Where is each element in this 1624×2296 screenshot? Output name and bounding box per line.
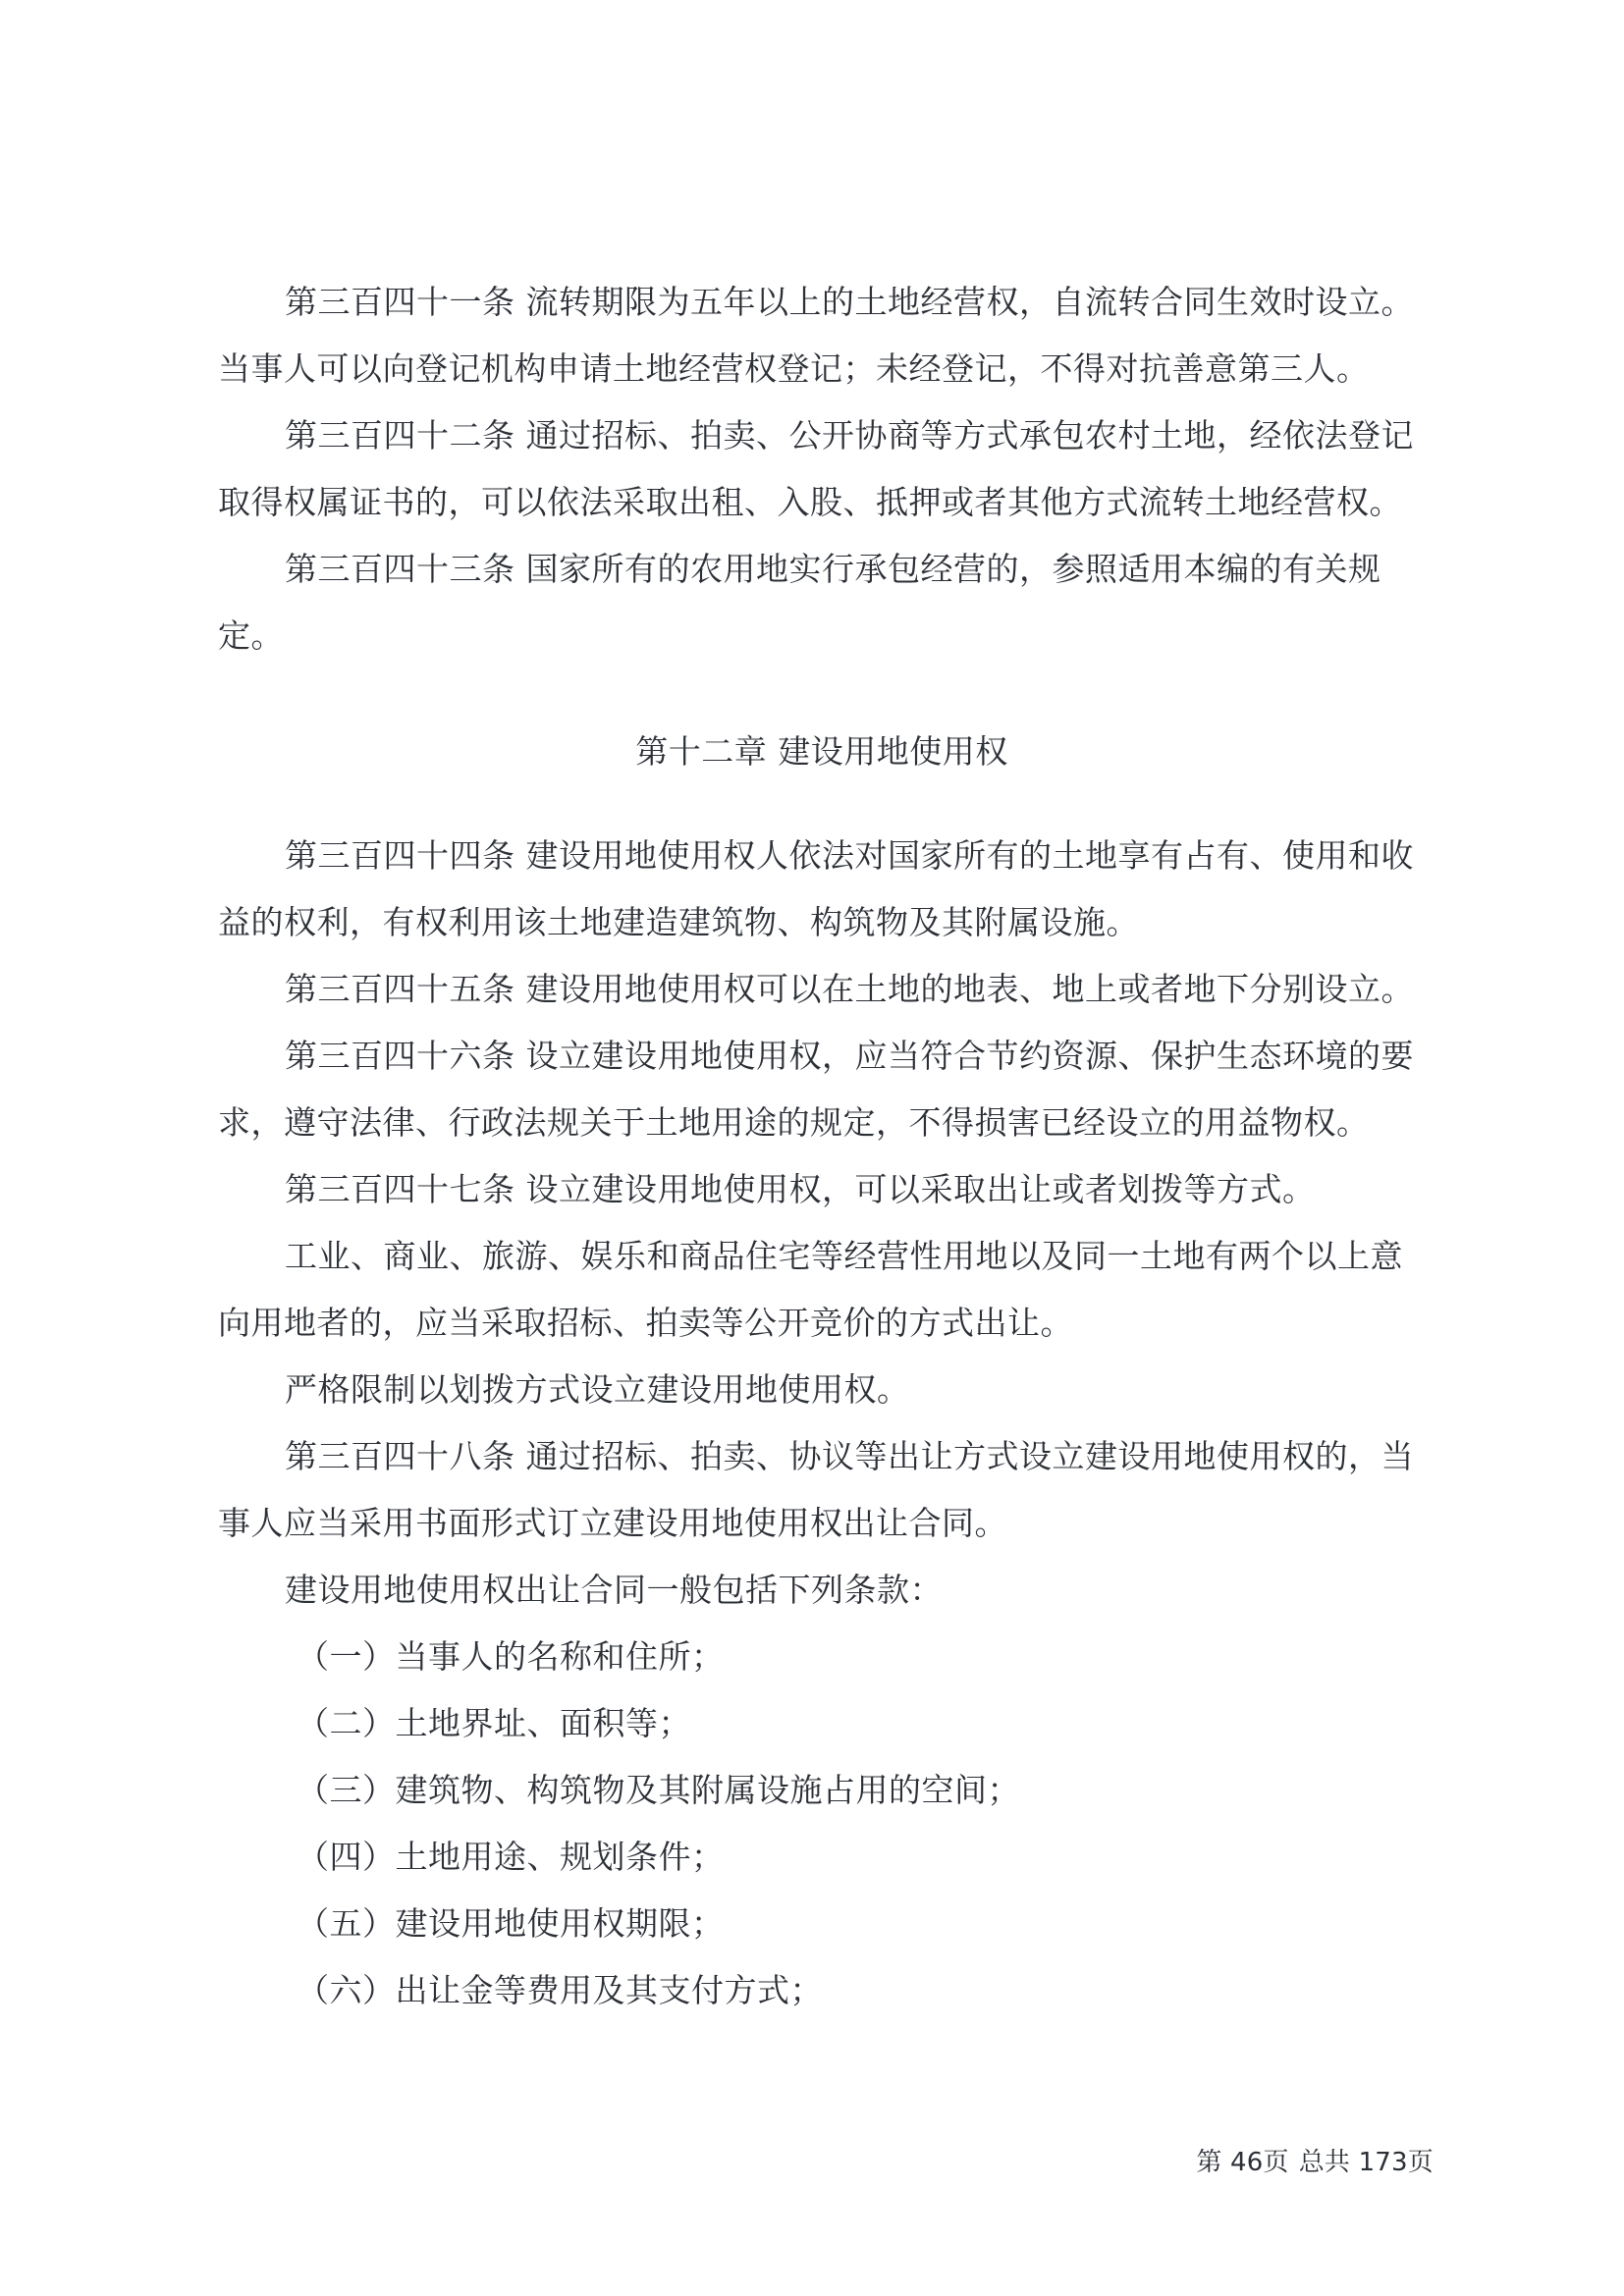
text-line: （六）出让金等费用及其支付方式； [297, 1971, 823, 2009]
articles-after-chapter [218, 823, 1426, 2024]
text-line: 第三百四十六条 设立建设用地使用权，应当符合节约资源、保护生态环境的要 [285, 1037, 1414, 1075]
articles-before-chapter [218, 269, 1426, 669]
text-line: 第三百四十五条 建设用地使用权可以在土地的地表、地上或者地下分别设立。 [285, 970, 1414, 1008]
text-line: 益的权利，有权利用该土地建造建筑物、构筑物及其附属设施。 [218, 903, 1139, 941]
text-line: 求，遵守法律、行政法规关于土地用途的规定，不得损害已经设立的用益物权。 [218, 1103, 1370, 1142]
total-page-count: 总共 173页 [1298, 2148, 1434, 2177]
page-footer [1129, 2146, 1434, 2179]
text-line: （一）当事人的名称和住所； [297, 1637, 725, 1676]
text-line: 第三百四十八条 通过招标、拍卖、协议等出让方式设立建设用地使用权的，当 [285, 1437, 1414, 1475]
text-line: （四）土地用途、规划条件； [297, 1838, 725, 1876]
text-line: 第三百四十二条 通过招标、拍卖、公开协商等方式承包农村土地，经依法登记 [285, 416, 1414, 454]
text-line: 定。 [218, 616, 284, 655]
text-line: 向用地者的，应当采取招标、拍卖等公开竞价的方式出让。 [218, 1304, 1073, 1342]
text-line: 第三百四十三条 国家所有的农用地实行承包经营的，参照适用本编的有关规 [285, 550, 1381, 588]
text-line: 第三百四十一条 流转期限为五年以上的土地经营权，自流转合同生效时设立。 [285, 283, 1414, 321]
text-line: 取得权属证书的，可以依法采取出租、入股、抵押或者其他方式流转土地经营权。 [218, 483, 1402, 521]
text-line: （五）建设用地使用权期限； [297, 1904, 725, 1943]
text-line: 第三百四十四条 建设用地使用权人依法对国家所有的土地享有占有、使用和收 [285, 836, 1414, 875]
text-line: （二）土地界址、面积等； [297, 1704, 691, 1742]
text-line: 第三百四十七条 设立建设用地使用权，可以采取出让或者划拨等方式。 [285, 1170, 1316, 1208]
text-line: 当事人可以向登记机构申请土地经营权登记；未经登记，不得对抗善意第三人。 [218, 349, 1370, 388]
document-body [218, 269, 1426, 2024]
text-line: 建设用地使用权出让合同一般包括下列条款： [285, 1571, 943, 1609]
chapter-title: 第十二章 建设用地使用权 [635, 732, 1008, 771]
text-line: 工业、商业、旅游、娱乐和商品住宅等经营性用地以及同一土地有两个以上意 [285, 1237, 1403, 1275]
current-page-number: 第 46页 [1196, 2148, 1289, 2177]
text-line: （三）建筑物、构筑物及其附属设施占用的空间； [297, 1771, 1020, 1809]
text-line: 事人应当采用书面形式订立建设用地使用权出让合同。 [218, 1504, 1007, 1542]
text-line: 严格限制以划拨方式设立建设用地使用权。 [285, 1370, 910, 1409]
